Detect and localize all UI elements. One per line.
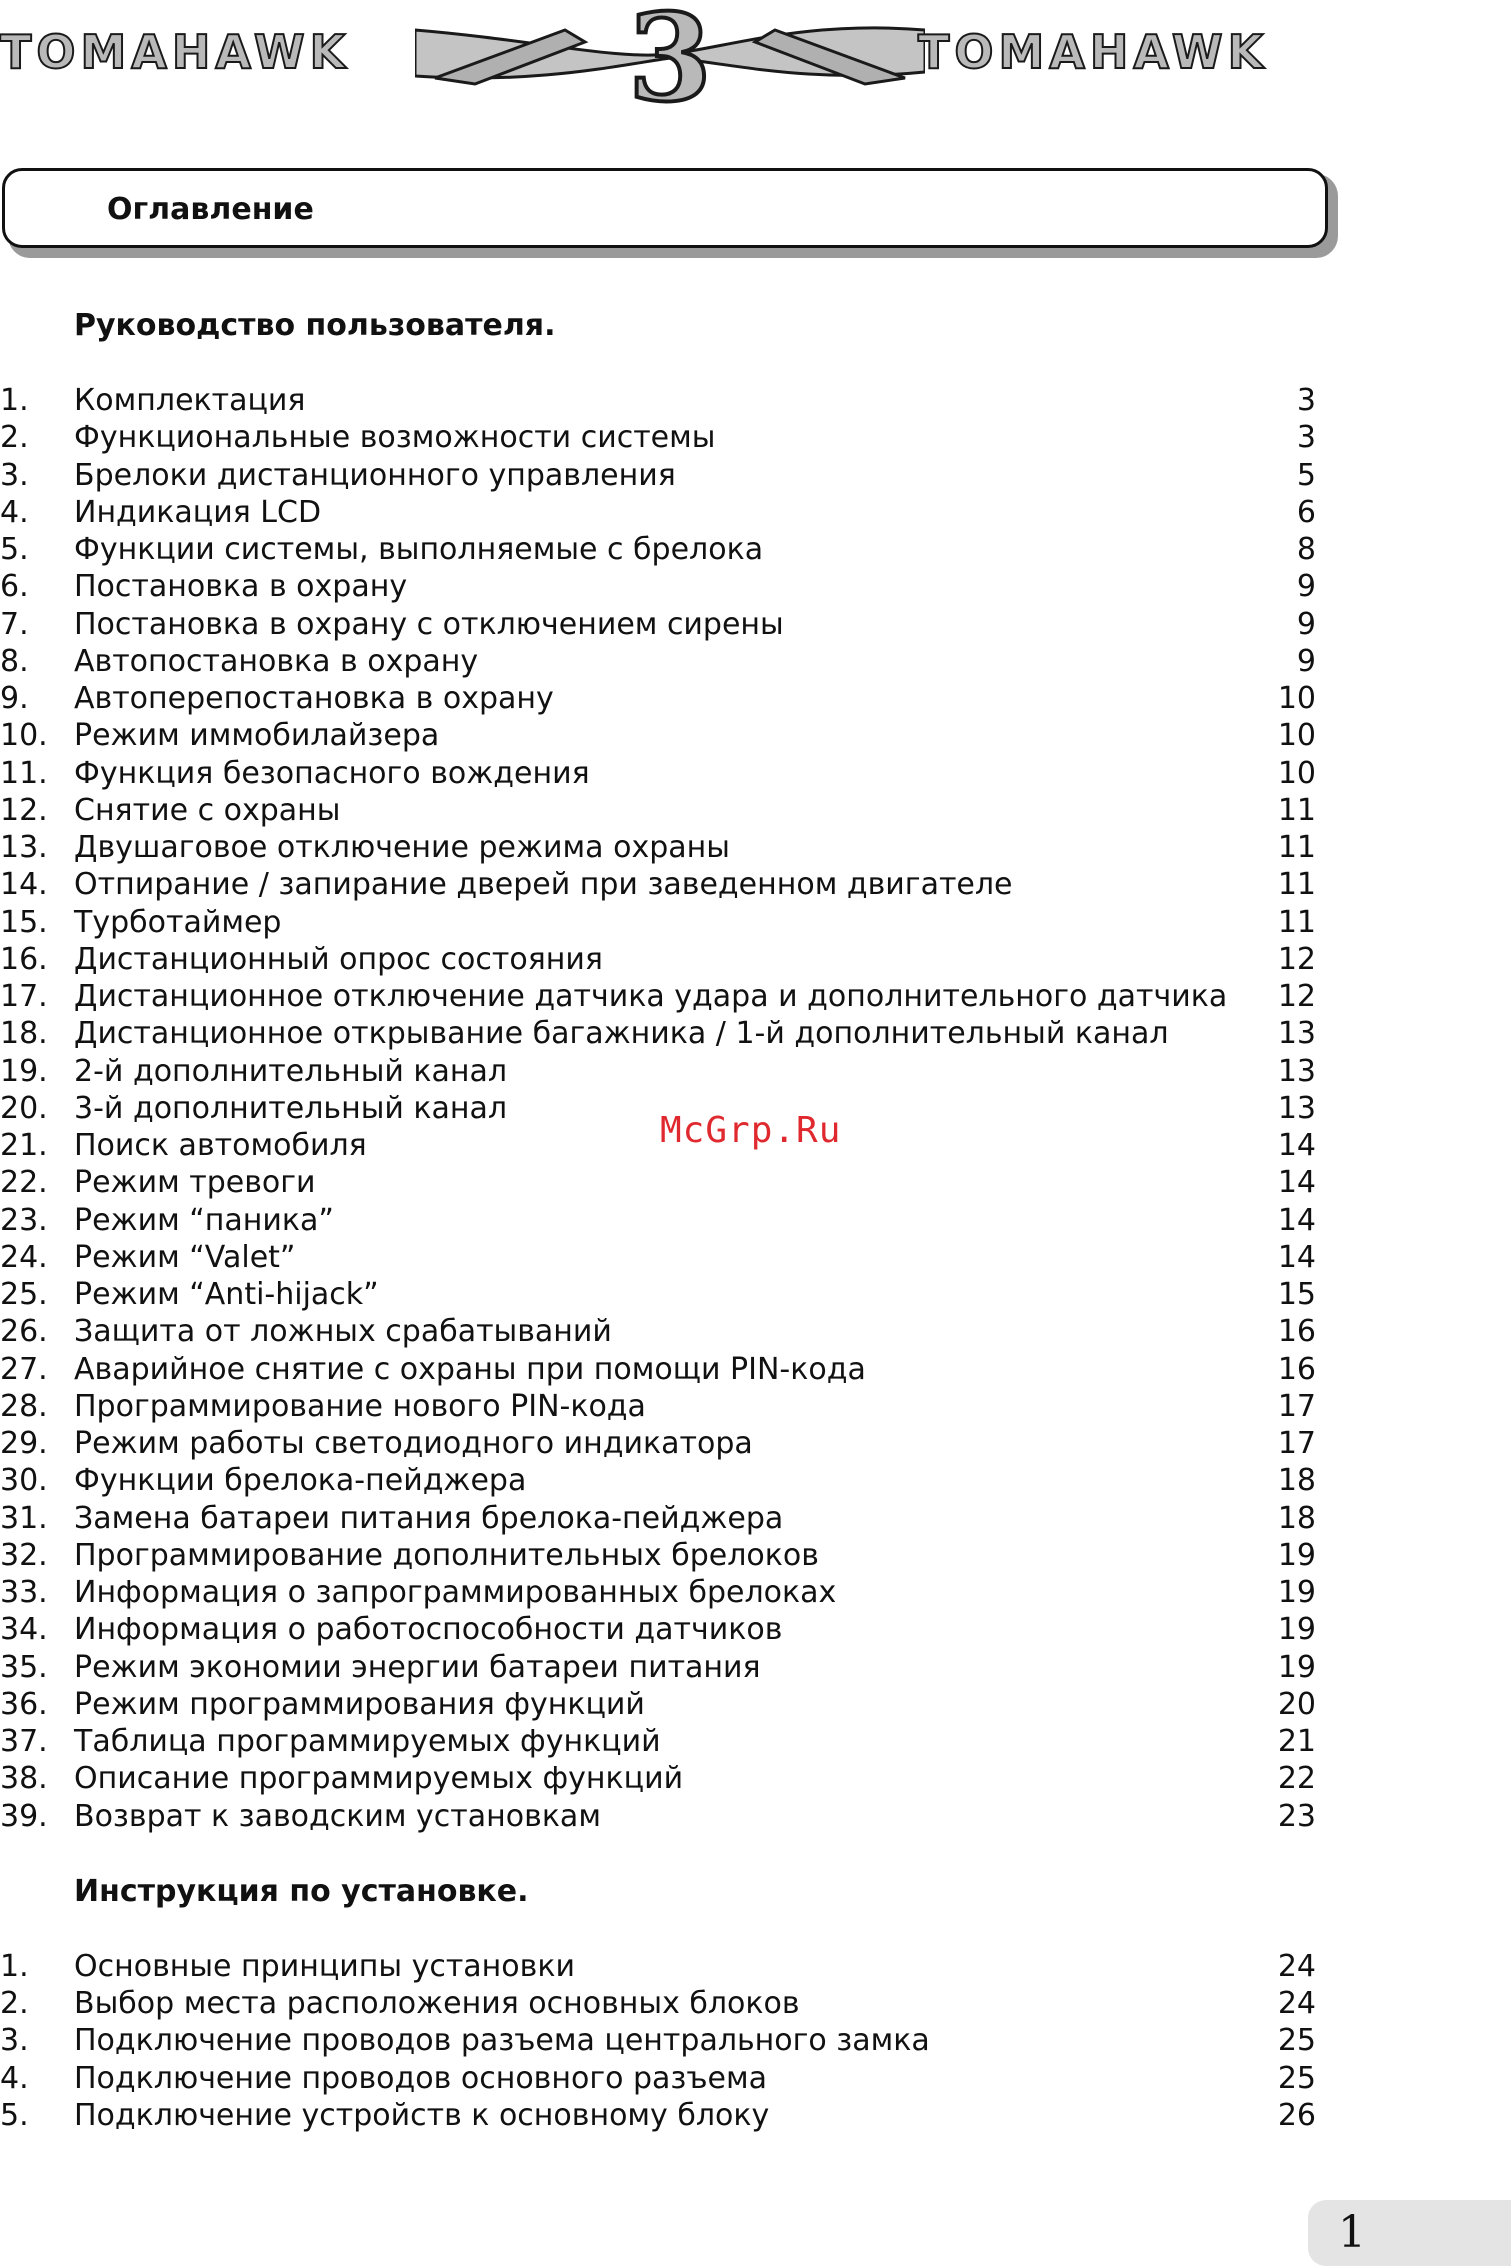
toc-entry-number: 32. — [0, 1537, 48, 1573]
toc-entry — [0, 2022, 1340, 2059]
toc-entry-page: 15 — [1277, 1277, 1316, 1312]
toc-entry-title: Функциональные возможности системы — [74, 420, 716, 456]
toc-entry-title: Дистанционный опрос состояния — [74, 941, 603, 977]
toc-entry-page: 11 — [1277, 867, 1316, 903]
toc-user-manual — [0, 382, 1340, 1835]
toc-entry — [0, 1948, 1340, 1985]
toc-entry-title: Функции брелока-пейджера — [74, 1463, 527, 1499]
toc-entry-page: 13 — [1277, 1053, 1316, 1089]
brand-right: TOMAHAWK — [918, 25, 1269, 79]
toc-entry-number: 10. — [0, 718, 48, 754]
toc-entry — [0, 531, 1340, 568]
toc-entry-number: 9. — [0, 681, 29, 716]
toc-entry-page: 26 — [1277, 2097, 1316, 2133]
toc-entry-page: 9 — [1296, 606, 1316, 642]
toc-entry-title: 3-й дополнительный канал — [74, 1090, 508, 1126]
toc-entry — [0, 1313, 1340, 1350]
toc-entry — [0, 1425, 1340, 1462]
toc-entry — [0, 2097, 1340, 2134]
toc-entry — [0, 1202, 1340, 1239]
toc-entry-number: 22. — [0, 1165, 48, 1201]
toc-entry-title: Режим тревоги — [74, 1165, 316, 1201]
toc-entry-page: 25 — [1277, 2023, 1316, 2059]
toc-entry-title: Комплектация — [74, 383, 306, 418]
toc-entry-number: 16. — [0, 941, 48, 977]
toc-entry-number: 28. — [0, 1388, 48, 1424]
toc-entry-number: 20. — [0, 1090, 48, 1126]
toc-entry-page: 5 — [1296, 457, 1316, 493]
toc-entry-title: Дистанционное отключение датчика удара и дополнительного датчика — [74, 979, 1228, 1014]
section-heading-user-manual: Руководство пользователя. — [74, 308, 556, 343]
toc-entry-title: Программирование нового PIN-кода — [74, 1388, 646, 1424]
toc-entry-page: 18 — [1277, 1463, 1316, 1499]
toc-entry-page: 10 — [1277, 718, 1316, 754]
toc-entry-number: 37. — [0, 1724, 48, 1759]
toc-entry-title: Подключение устройств к основному блоку — [74, 2097, 770, 2133]
toc-entry-page: 11 — [1277, 830, 1316, 865]
toc-entry-page: 8 — [1296, 532, 1316, 567]
toc-entry-number: 39. — [0, 1798, 48, 1834]
toc-entry — [0, 904, 1340, 941]
toc-entry — [0, 1686, 1340, 1723]
toc-entry — [0, 568, 1340, 605]
toc-entry-number: 38. — [0, 1761, 48, 1797]
toc-entry-number: 17. — [0, 979, 48, 1014]
toc-entry — [0, 1388, 1340, 1425]
toc-entry-title: Отпирание / запирание дверей при заведенном двигателе — [74, 867, 1013, 903]
toc-entry-number: 33. — [0, 1575, 48, 1610]
toc-entry-title: Описание программируемых функций — [74, 1761, 684, 1797]
toc-entry-number: 4. — [0, 494, 29, 530]
toc-entry-page: 16 — [1277, 1351, 1316, 1387]
toc-entry-page: 11 — [1277, 792, 1316, 828]
toc-entry — [0, 1649, 1340, 1686]
toc-entry — [0, 680, 1340, 717]
toc-entry-page: 10 — [1277, 755, 1316, 791]
toc-entry-title: Постановка в охрану — [74, 569, 408, 605]
toc-entry-title: Подключение проводов разъема центрального замка — [74, 2023, 930, 2059]
toc-entry — [0, 1351, 1340, 1388]
model-number: 3 — [628, 0, 712, 108]
toc-entry-title: 2-й дополнительный канал — [74, 1053, 508, 1089]
page-number: 1 — [1338, 2207, 1366, 2258]
toc-entry-page: 22 — [1277, 1761, 1316, 1797]
toc-entry-title: Режим “Valet” — [74, 1239, 296, 1275]
toc-entry-page: 19 — [1277, 1612, 1316, 1648]
toc-entry-title: Замена батареи питания брелока-пейджера — [74, 1500, 784, 1536]
toc-entry-title: Режим “Anti-hijack” — [74, 1277, 379, 1312]
toc-entry — [0, 1723, 1340, 1760]
toc-entry — [0, 1611, 1340, 1648]
toc-entry-page: 11 — [1277, 904, 1316, 940]
toc-entry-number: 11. — [0, 755, 48, 791]
toc-entry-number: 25. — [0, 1277, 48, 1312]
toc-entry — [0, 457, 1340, 494]
toc-entry-title: Двушаговое отключение режима охраны — [74, 830, 730, 865]
toc-entry-page: 19 — [1277, 1537, 1316, 1573]
toc-entry-number: 2. — [0, 420, 29, 456]
toc-entry — [0, 1798, 1340, 1835]
toc-entry-number: 3. — [0, 457, 29, 493]
toc-entry-number: 1. — [0, 1949, 29, 1984]
toc-entry-title: Режим работы светодиодного индикатора — [74, 1426, 753, 1461]
toc-entry-page: 17 — [1277, 1426, 1316, 1461]
toc-entry-number: 23. — [0, 1202, 48, 1238]
toc-entry — [0, 829, 1340, 866]
toc-entry — [0, 419, 1340, 456]
toc-entry-number: 21. — [0, 1128, 48, 1163]
toc-entry-title: Таблица программируемых функций — [74, 1724, 661, 1759]
toc-entry-page: 24 — [1277, 1949, 1316, 1984]
toc-entry-page: 12 — [1277, 941, 1316, 977]
toc-entry-page: 9 — [1296, 643, 1316, 679]
toc-entry-page: 14 — [1277, 1128, 1316, 1163]
toc-entry-page: 12 — [1277, 979, 1316, 1014]
model-x3-emblem — [415, 0, 925, 108]
toc-entry-number: 7. — [0, 606, 29, 642]
toc-entry-number: 2. — [0, 1986, 29, 2022]
toc-entry-title: Турботаймер — [74, 904, 282, 940]
toc-entry-number: 8. — [0, 643, 29, 679]
toc-entry — [0, 1015, 1340, 1052]
toc-entry-number: 15. — [0, 904, 48, 940]
toc-entry — [0, 494, 1340, 531]
toc-entry-page: 14 — [1277, 1239, 1316, 1275]
toc-entry-number: 18. — [0, 1016, 48, 1052]
toc-entry-title: Функция безопасного вождения — [74, 755, 590, 791]
brand-left: TOMAHAWK — [0, 25, 351, 79]
section-heading-installation: Инструкция по установке. — [74, 1874, 529, 1909]
toc-entry-number: 36. — [0, 1686, 48, 1722]
toc-entry-title: Аварийное снятие с охраны при помощи PIN-кода — [74, 1351, 866, 1387]
toc-entry-page: 14 — [1277, 1165, 1316, 1201]
header-logo — [0, 0, 1340, 108]
toc-entry — [0, 941, 1340, 978]
toc-entry-page: 6 — [1296, 494, 1316, 530]
toc-entry-number: 3. — [0, 2023, 29, 2059]
toc-entry-title: Режим программирования функций — [74, 1686, 645, 1722]
toc-entry-title: Режим экономии энергии батареи питания — [74, 1649, 761, 1685]
toc-entry-number: 1. — [0, 383, 29, 418]
toc-entry — [0, 1985, 1340, 2022]
toc-entry-page: 3 — [1296, 383, 1316, 418]
toc-entry-page: 14 — [1277, 1202, 1316, 1238]
toc-entry — [0, 1500, 1340, 1537]
toc-entry — [0, 1574, 1340, 1611]
toc-entry-number: 29. — [0, 1426, 48, 1461]
toc-entry-page: 23 — [1277, 1798, 1316, 1834]
toc-entry-title: Дистанционное открывание багажника / 1-й дополнительный канал — [74, 1016, 1169, 1052]
toc-entry-page: 9 — [1296, 569, 1316, 605]
toc-entry — [0, 1462, 1340, 1499]
toc-entry-page: 19 — [1277, 1649, 1316, 1685]
page-title: Оглавление — [107, 192, 314, 227]
toc-entry — [0, 643, 1340, 680]
toc-entry-page: 10 — [1277, 681, 1316, 716]
toc-entry — [0, 717, 1340, 754]
toc-entry-title: Основные принципы установки — [74, 1949, 575, 1984]
toc-entry-number: 31. — [0, 1500, 48, 1536]
toc-entry-number: 24. — [0, 1239, 48, 1275]
toc-entry — [0, 1164, 1340, 1201]
toc-entry-title: Индикация LCD — [74, 494, 322, 530]
toc-entry-title: Подключение проводов основного разъема — [74, 2060, 768, 2096]
toc-entry-page: 3 — [1296, 420, 1316, 456]
toc-entry-page: 19 — [1277, 1575, 1316, 1610]
toc-entry-title: Автоперепостановка в охрану — [74, 681, 554, 716]
toc-entry-title: Защита от ложных срабатываний — [74, 1314, 612, 1350]
toc-entry-page: 13 — [1277, 1016, 1316, 1052]
toc-entry — [0, 755, 1340, 792]
toc-entry — [0, 866, 1340, 903]
toc-entry — [0, 2060, 1340, 2097]
toc-entry-page: 17 — [1277, 1388, 1316, 1424]
toc-entry-title: Информация о запрограммированных брелоках — [74, 1575, 837, 1610]
toc-entry-title: Снятие с охраны — [74, 792, 341, 828]
toc-entry-title: Автопостановка в охрану — [74, 643, 479, 679]
toc-entry-title: Выбор места расположения основных блоков — [74, 1986, 800, 2022]
toc-entry-number: 13. — [0, 830, 48, 865]
toc-entry-number: 4. — [0, 2060, 29, 2096]
toc-entry-title: Информация о работоспособности датчиков — [74, 1612, 783, 1648]
toc-entry-number: 12. — [0, 792, 48, 828]
toc-entry-number: 19. — [0, 1053, 48, 1089]
toc-entry-title: Брелоки дистанционного управления — [74, 457, 676, 493]
toc-entry-page: 18 — [1277, 1500, 1316, 1536]
toc-entry-page: 24 — [1277, 1986, 1316, 2022]
toc-entry — [0, 1053, 1340, 1090]
toc-entry-number: 26. — [0, 1314, 48, 1350]
toc-entry — [0, 382, 1340, 419]
toc-entry — [0, 1276, 1340, 1313]
toc-entry-page: 25 — [1277, 2060, 1316, 2096]
toc-entry-page: 20 — [1277, 1686, 1316, 1722]
toc-entry-number: 5. — [0, 532, 29, 567]
toc-entry — [0, 1537, 1340, 1574]
toc-entry — [0, 978, 1340, 1015]
toc-entry — [0, 606, 1340, 643]
toc-entry-page: 16 — [1277, 1314, 1316, 1350]
toc-entry-title: Режим иммобилайзера — [74, 718, 440, 754]
toc-entry-number: 6. — [0, 569, 29, 605]
toc-entry-page: 21 — [1277, 1724, 1316, 1759]
toc-entry-title: Режим “паника” — [74, 1202, 334, 1238]
toc-entry-title: Программирование дополнительных брелоков — [74, 1537, 819, 1573]
watermark: McGrp.Ru — [660, 1110, 842, 1151]
toc-entry — [0, 792, 1340, 829]
toc-entry-number: 27. — [0, 1351, 48, 1387]
toc-entry-number: 14. — [0, 867, 48, 903]
toc-entry-page: 13 — [1277, 1090, 1316, 1126]
toc-entry-title: Возврат к заводским установкам — [74, 1798, 601, 1834]
toc-entry-number: 5. — [0, 2097, 29, 2133]
toc-entry — [0, 1239, 1340, 1276]
toc-installation — [0, 1948, 1340, 2134]
toc-entry-title: Функции системы, выполняемые с брелока — [74, 532, 764, 567]
toc-entry — [0, 1760, 1340, 1797]
toc-entry-number: 35. — [0, 1649, 48, 1685]
toc-entry-number: 30. — [0, 1463, 48, 1499]
toc-entry-title: Постановка в охрану с отключением сирены — [74, 606, 784, 642]
toc-entry-title: Поиск автомобиля — [74, 1128, 367, 1163]
toc-entry-number: 34. — [0, 1612, 48, 1648]
